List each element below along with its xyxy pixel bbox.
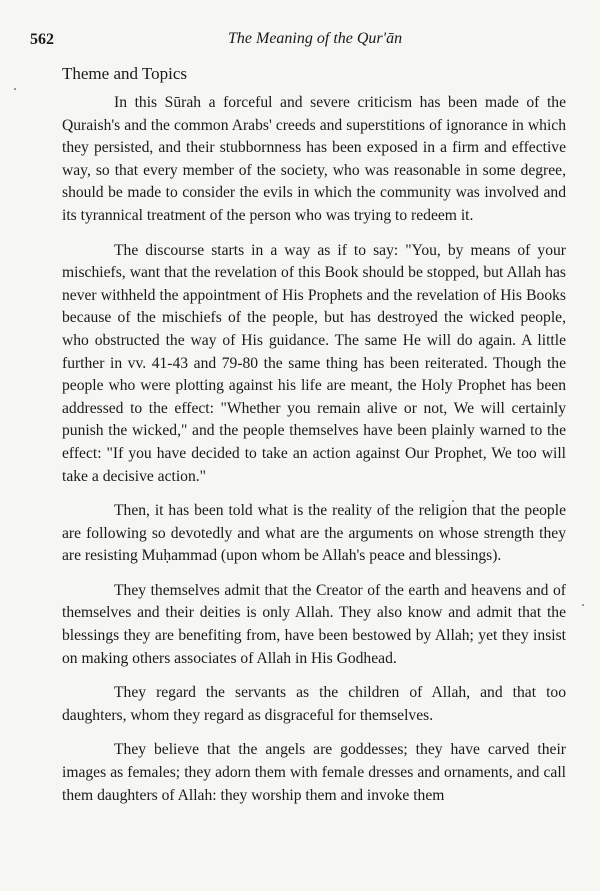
page-number: 562 <box>30 31 54 48</box>
scan-speck <box>14 88 16 90</box>
running-title: The Meaning of the Qur'ān <box>228 30 403 47</box>
section-heading: Theme and Topics <box>62 64 188 83</box>
scan-speck <box>452 500 454 502</box>
paragraph-2: The discourse starts in a way as if to say: "You, by means of your mischiefs, want that the revelation of this Book should be stopped, but Allah has never withheld the appointment of His Prophets and the revelation of His Books because of the mischiefs of the people, but has destroyed the wicked people, who obstructed the way of His guidance. The same He will do again. A little further in vv. 41-43 and 79-80 the same thing has been reiterated. Though the people who were plotting against his life are meant, the Holy Prophet has been addressed to the effect: "Whether you remain alive or not, We will certainly punish the wicked," and the people themselves have been plainly warned to the effect: "If you have decided to take an action against Our Prophet, We too will take a decisive action." <box>62 241 566 485</box>
paragraph-5: They regard the servants as the children of Allah, and that too daughters, whom they regard as disgraceful for themselves. <box>62 684 566 724</box>
paragraph-1: In this Sūrah a forceful and severe criticism has been made of the Quraish's and the common Arabs' creeds and superstitions of ignorance in which they persisted, and their stubbornness has been exposed in a firm and effective way, so that every member of the society, who was reasonable in some degree, should be made to consider the evils in which the community was involved and its tyrannical treatment of the person who was trying to redeem it. <box>62 94 566 224</box>
paragraph-3: Then, it has been told what is the reality of the religion that the people are following so devotedly and what are the arguments on whose strength they are resisting Muḥammad (upon whom be Allah's peace and blessings). <box>62 502 566 565</box>
scan-speck <box>582 604 584 606</box>
body-text <box>62 92 566 819</box>
paragraph-4: They themselves admit that the Creator of the earth and heavens and of themselves and their deities is only Allah. They also know and admit that the blessings they are benefiting from, have been bestowed by Allah; yet they insist on making others associates of Allah in His Godhead. <box>62 581 566 667</box>
paragraph-6: They believe that the angels are goddesses; they have carved their images as females; they adorn them with female dresses and ornaments, and call them daughters of Allah: they worship them and invoke them <box>62 741 566 804</box>
